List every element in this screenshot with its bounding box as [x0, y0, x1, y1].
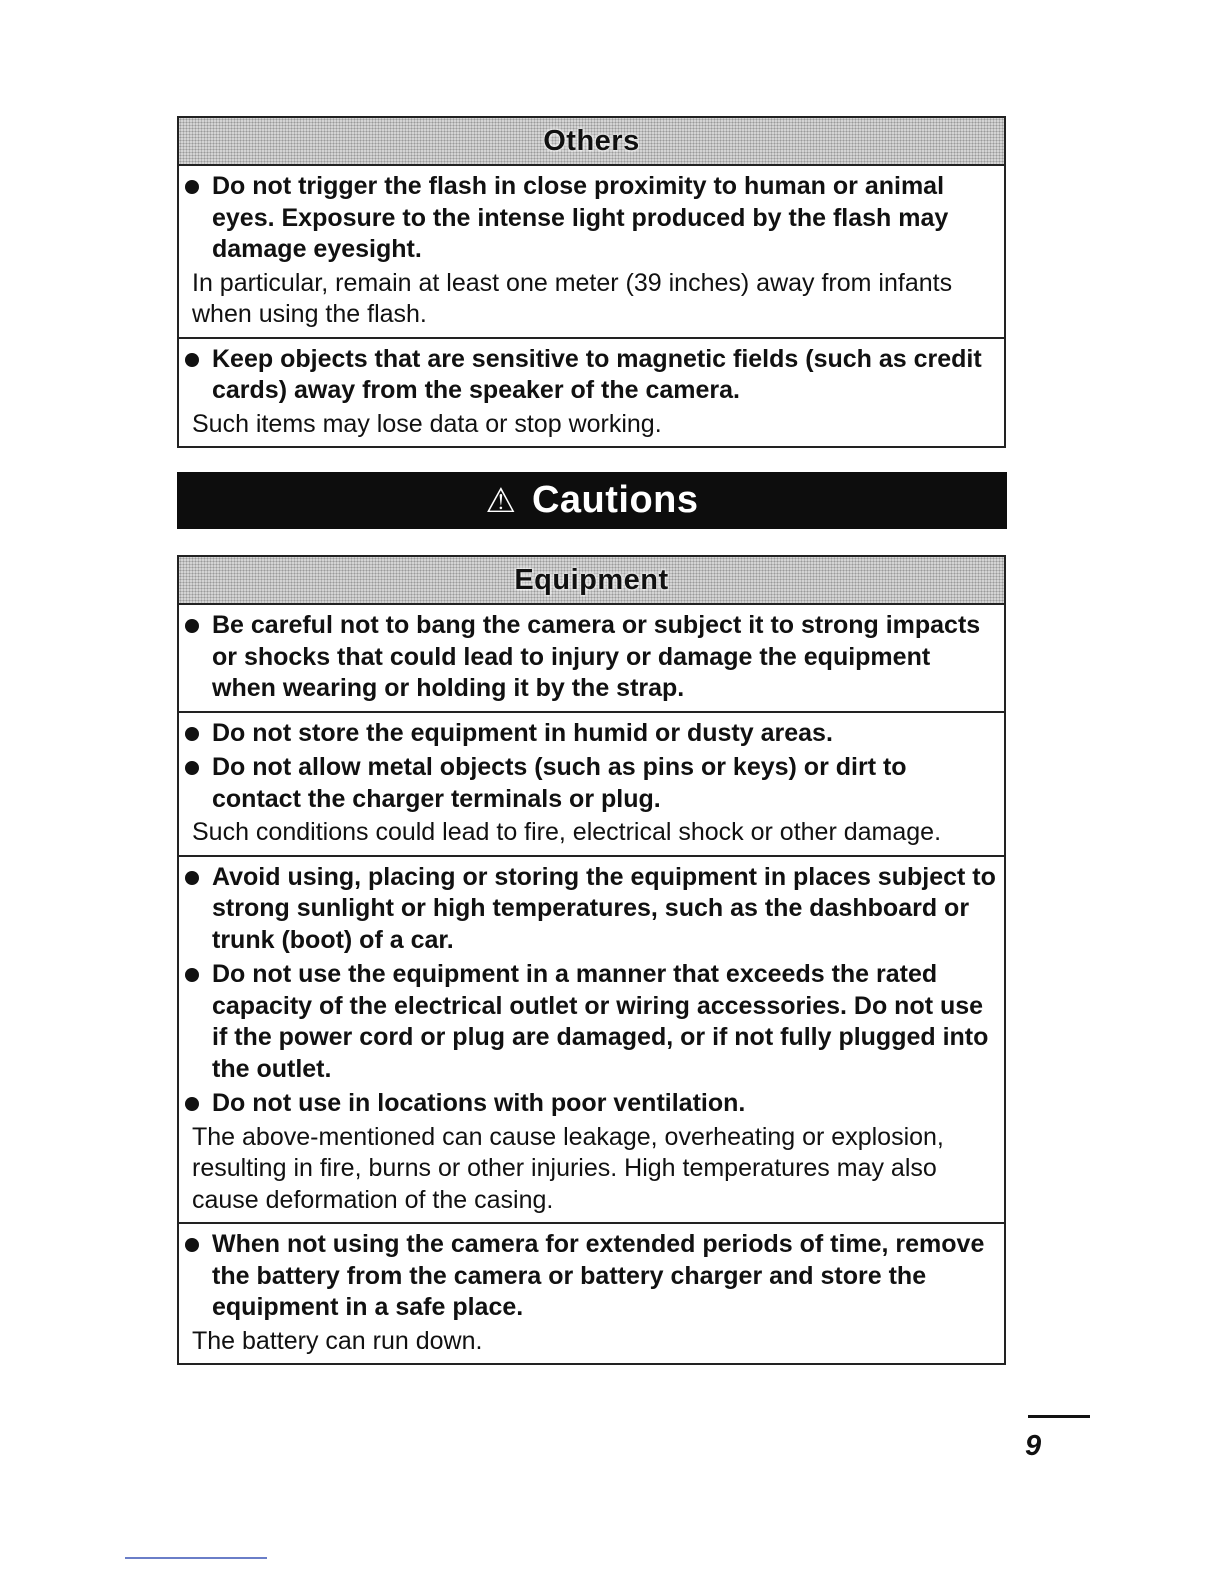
- bullet-text: Do not store the equipment in humid or dusty areas.: [212, 718, 833, 747]
- bullet-dot-icon: [185, 761, 199, 775]
- bullet-item: [179, 752, 1004, 815]
- others-box: [177, 116, 1006, 448]
- note-text: The battery can run down.: [192, 1326, 483, 1355]
- equipment-section-2: [179, 711, 1004, 855]
- bullet-item: [179, 1088, 1004, 1120]
- page-number-rule: [1028, 1415, 1090, 1418]
- bullet-dot-icon: [185, 871, 199, 885]
- bullet-item: [179, 718, 1004, 750]
- bullet-dot-icon: [185, 619, 199, 633]
- bullet-text: Do not allow metal objects (such as pins or keys) or dirt to contact the charger terminals or plug.: [212, 753, 907, 813]
- cautions-title: Cautions: [531, 479, 699, 521]
- bullet-item: [179, 171, 1004, 266]
- bullet-item: [179, 862, 1004, 957]
- bullet-item: [179, 959, 1004, 1085]
- bullet-item: [179, 610, 1004, 705]
- others-title: Others: [543, 124, 640, 157]
- bullet-text: When not using the camera for extended periods of time, remove the battery from the camera or battery charger and store the equipment in a safe place.: [212, 1230, 985, 1321]
- bullet-dot-icon: [185, 727, 199, 741]
- others-section-2: [179, 337, 1004, 447]
- note-text: The above-mentioned can cause leakage, overheating or explosion, resulting in fire, burns or other injuries. High temperatures may also cause deformation of the casing.: [192, 1122, 944, 1214]
- equipment-section-3: [179, 855, 1004, 1223]
- bullet-dot-icon: [185, 968, 199, 982]
- cautions-banner: [177, 472, 1007, 529]
- bullet-dot-icon: [185, 180, 199, 194]
- equipment-section-4: [179, 1222, 1004, 1363]
- bullet-text: Avoid using, placing or storing the equipment in places subject to strong sunlight or high temperatures, such as the dashboard or trunk (boot) of a car.: [212, 862, 996, 954]
- bullet-dot-icon: [185, 1097, 199, 1111]
- bullet-item: [179, 1229, 1004, 1324]
- note-text: Such items may lose data or stop working.: [192, 409, 662, 438]
- warning-triangle-icon: ⚠: [485, 481, 516, 520]
- bullet-text: Do not trigger the flash in close proximity to human or animal eyes. Exposure to the intense light produced by the flash may damage eyesight.: [212, 172, 949, 263]
- equipment-title: Equipment: [514, 563, 669, 596]
- bullet-dot-icon: [185, 1238, 199, 1252]
- equipment-header: [179, 557, 1004, 605]
- others-header: [179, 118, 1004, 166]
- others-section-1: [179, 166, 1004, 337]
- note-text: Such conditions could lead to fire, electrical shock or other damage.: [192, 818, 942, 846]
- page-number: 9: [1025, 1430, 1042, 1462]
- equipment-section-1: [179, 605, 1004, 711]
- bullet-item: [179, 344, 1004, 407]
- bullet-text: Be careful not to bang the camera or subject it to strong impacts or shocks that could lead to injury or damage the equipment when wearing or holding it by the strap.: [212, 611, 981, 702]
- note-text: In particular, remain at least one meter (39 inches) away from infants when using the flash.: [192, 268, 953, 328]
- bullet-text: Keep objects that are sensitive to magnetic fields (such as credit cards) away from the speaker of the camera.: [212, 344, 982, 404]
- equipment-box: [177, 555, 1006, 1365]
- bullet-dot-icon: [185, 353, 199, 367]
- bullet-text: Do not use in locations with poor ventilation.: [212, 1089, 746, 1117]
- scan-edge-line: [125, 1557, 267, 1559]
- bullet-text: Do not use the equipment in a manner that exceeds the rated capacity of the electrical outlet or wiring accessories. Do not use if the power cord or plug are damaged, or if not fully plugged into the outlet.: [212, 960, 989, 1083]
